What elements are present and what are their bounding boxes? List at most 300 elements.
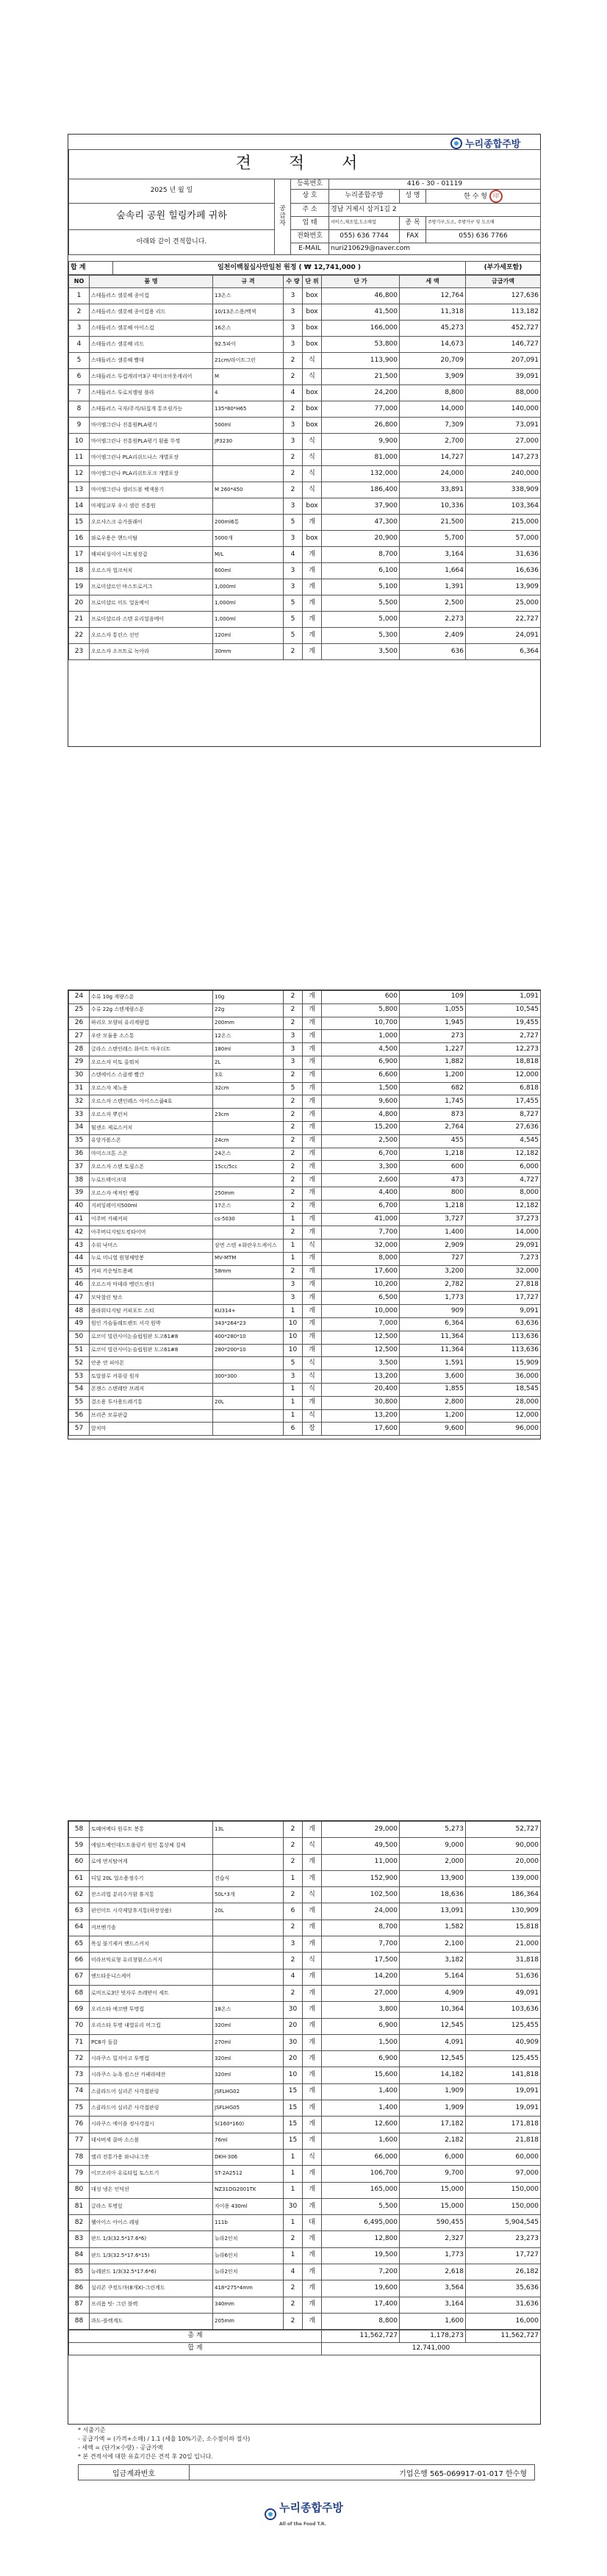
table-cell: 힘센소 제로스커치 xyxy=(90,1121,213,1134)
table-cell: 18,818 xyxy=(466,1056,541,1069)
table-cell: 600 xyxy=(400,1161,466,1174)
table-cell xyxy=(213,1936,284,1953)
table-cell: 13,909 xyxy=(466,579,541,595)
table-cell: 안준 연 피아몬 xyxy=(90,1357,213,1370)
table-cell: 시라쿠스 뉴욕 킴스산 카페라테잔 xyxy=(90,2067,213,2083)
table-cell: 개 xyxy=(303,1082,322,1095)
table-cell: 3,800 xyxy=(322,2002,400,2018)
table-cell: 5 xyxy=(284,612,303,628)
table-cell: 19 xyxy=(69,579,90,595)
table-cell: 4,727 xyxy=(466,1174,541,1187)
table-cell: 1,600 xyxy=(322,2133,400,2149)
table-cell: 식 xyxy=(303,450,322,466)
table-cell: M xyxy=(213,369,284,385)
table-cell: 2 xyxy=(284,1838,303,1854)
table-cell: 개 xyxy=(303,2117,322,2133)
table-cell: 31,818 xyxy=(466,1953,541,1969)
table-row xyxy=(69,2313,541,2329)
table-cell: 5,100 xyxy=(322,579,400,595)
table-cell: 52,727 xyxy=(466,1822,541,1838)
table-cell: 300*300 xyxy=(213,1370,284,1384)
table-cell: 90,000 xyxy=(466,1838,541,1854)
table-cell: 2,600 xyxy=(322,1174,400,1187)
table-cell: 1 xyxy=(284,2215,303,2231)
table-cell: 개 xyxy=(303,2313,322,2329)
table-row xyxy=(69,1305,541,1318)
table-cell: 15 xyxy=(284,2133,303,2149)
table-cell: 873 xyxy=(400,1109,466,1122)
table-cell: 33 xyxy=(69,1109,90,1122)
grand-total: 12,741,000 xyxy=(322,2343,541,2355)
table-cell: 2,273 xyxy=(400,612,466,628)
sum-text: 일천이백칠십사만일천 원정 xyxy=(217,263,297,271)
table-cell: 24,000 xyxy=(322,1903,400,1920)
table-cell: 343*264*23 xyxy=(213,1317,284,1331)
table-cell: 2 xyxy=(284,1920,303,1936)
table-cell: 2 xyxy=(284,1109,303,1122)
table-row xyxy=(69,1920,541,1936)
table-row xyxy=(69,2067,541,2083)
table-cell: 58 xyxy=(69,1822,90,1838)
table-cell: 455 xyxy=(400,1134,466,1148)
quote-sheet-page-1 xyxy=(68,134,541,747)
table-cell: 마제일교부 우시 샐런 진흥원 xyxy=(90,498,213,515)
table-cell: 2 xyxy=(284,450,303,466)
table-cell: 48 xyxy=(69,1305,90,1318)
table-cell: 20L xyxy=(213,1396,284,1409)
table-cell: 3,182 xyxy=(400,1953,466,1969)
table-cell: 개 xyxy=(303,1121,322,1134)
table-cell: 27,000 xyxy=(322,1985,400,2001)
table-cell: 8,000 xyxy=(466,1187,541,1200)
table-cell: 개 xyxy=(303,612,322,628)
table-cell: 39 xyxy=(69,1187,90,1200)
table-cell: 이코코리아 유로타입 토스트기 xyxy=(90,2166,213,2182)
table-cell: 2,700 xyxy=(400,434,466,450)
table-row xyxy=(69,547,541,563)
table-cell: box xyxy=(303,385,322,401)
table-cell: 4 xyxy=(213,385,284,401)
table-cell: 3,300 xyxy=(322,1161,400,1174)
sum-label: 합 계 xyxy=(69,262,113,275)
vat-note: (부가세포함) xyxy=(466,262,541,275)
table-cell: 147,273 xyxy=(466,450,541,466)
page-title: 견 적 서 xyxy=(69,150,541,179)
table-cell: 30mm xyxy=(213,644,284,660)
table-cell: 15 xyxy=(284,2083,303,2100)
table-cell: 오르스자 얼크처치 xyxy=(90,563,213,579)
project-name: 숲속리 공원 힐링카페 귀하 xyxy=(69,204,275,230)
table-cell: 67 xyxy=(69,1969,90,1985)
table-cell: 215,000 xyxy=(466,515,541,531)
table-cell: 10 xyxy=(284,1331,303,1344)
table-cell: 76ml xyxy=(213,2133,284,2149)
table-cell: 22 xyxy=(69,628,90,644)
table-row xyxy=(69,2149,541,2165)
table-cell: 27,000 xyxy=(466,434,541,450)
table-cell: 21,500 xyxy=(400,515,466,531)
table-cell: 2,764 xyxy=(400,1121,466,1134)
reg-number: 416 - 30 - 01119 xyxy=(329,179,541,190)
table-cell: 뉴라2인치 xyxy=(213,2231,284,2247)
table-cell: 3,500 xyxy=(322,1357,400,1370)
table-row xyxy=(69,1265,541,1278)
table-cell: M 260*450 xyxy=(213,482,284,498)
table-row xyxy=(69,1239,541,1253)
table-cell: 오르샤스크 슈가플래이 xyxy=(90,515,213,531)
table-cell: 개 xyxy=(303,2100,322,2117)
table-cell: 23,273 xyxy=(466,2231,541,2247)
table-cell: 1,909 xyxy=(400,2083,466,2100)
table-cell: 5,000 xyxy=(322,612,400,628)
table-cell: 30 xyxy=(284,2002,303,2018)
table-cell: 오르스자 제노용 xyxy=(90,1082,213,1095)
table-cell: 지퍼잉레이저500ml xyxy=(90,1200,213,1213)
table-cell: 320ml xyxy=(213,2067,284,2083)
table-cell: 727 xyxy=(400,1252,466,1265)
table-cell: 87 xyxy=(69,2297,90,2313)
table-cell: 9,000 xyxy=(400,1838,466,1854)
table-cell xyxy=(213,1985,284,2001)
table-cell: 24 xyxy=(69,991,90,1004)
table-cell xyxy=(213,1292,284,1305)
table-cell: 개 xyxy=(303,1317,322,1331)
table-cell: 로코이 빌런사이논슬럽원판 도고61#8 xyxy=(90,1331,213,1344)
table-cell: 13온스 xyxy=(213,288,284,304)
table-cell: 데샤버세 콜바 소스볼 xyxy=(90,2133,213,2149)
table-cell: 1,218 xyxy=(400,1148,466,1161)
table-cell xyxy=(213,1838,284,1854)
table-cell xyxy=(213,1409,284,1423)
table-cell: 27,818 xyxy=(466,1278,541,1292)
table-cell: 19,091 xyxy=(466,2100,541,2117)
table-cell: 5 xyxy=(284,595,303,612)
table-cell: 엘리 전통가용 와니나그릇 xyxy=(90,2149,213,2165)
telephone: 055) 636 7744 xyxy=(329,230,400,243)
table-cell: 74 xyxy=(69,2083,90,2100)
table-cell: 10,200 xyxy=(322,1278,400,1292)
table-row xyxy=(69,563,541,579)
table-cell: 12,764 xyxy=(400,288,466,304)
table-cell: 56 xyxy=(69,1409,90,1423)
table-cell: 77 xyxy=(69,2133,90,2149)
table-cell: 85 xyxy=(69,2264,90,2280)
table-cell: 205mm xyxy=(213,2313,284,2329)
biz-type: 서비스,제조업,도소매업 xyxy=(329,217,400,230)
table-cell: 2,618 xyxy=(400,2264,466,2280)
table-cell: 14,727 xyxy=(400,450,466,466)
table-cell: 14,200 xyxy=(322,1969,400,1985)
table-cell: 88 xyxy=(69,2313,90,2329)
table-cell: 16온스 xyxy=(213,321,284,337)
table-cell: 14,182 xyxy=(400,2067,466,2083)
table-cell: 1,945 xyxy=(400,1017,466,1030)
table-cell: 개 xyxy=(303,991,322,1004)
table-cell: 6,495,000 xyxy=(322,2215,400,2231)
table-cell: 24,091 xyxy=(466,628,541,644)
table-cell: 판드 1/3(32.5*17.6*15) xyxy=(90,2247,213,2264)
table-cell: 장 xyxy=(303,1423,322,1436)
table-cell: 개 xyxy=(303,1174,322,1187)
table-cell: 2 xyxy=(284,1003,303,1017)
table-cell: 17,600 xyxy=(322,1265,400,1278)
table-row xyxy=(69,1370,541,1384)
table-cell: 590,455 xyxy=(400,2215,466,2231)
table-cell: 개 xyxy=(303,1161,322,1174)
table-cell: 125,455 xyxy=(466,2051,541,2067)
table-cell: 4,091 xyxy=(400,2034,466,2050)
table-cell: 16,636 xyxy=(466,563,541,579)
table-cell: 34 xyxy=(69,1121,90,1134)
table-row xyxy=(69,1121,541,1134)
fax-label: FAX xyxy=(400,230,426,243)
table-cell: 207,091 xyxy=(466,353,541,369)
table-cell: 2 xyxy=(284,1121,303,1134)
table-row xyxy=(69,1109,541,1122)
table-cell: 개 xyxy=(303,1903,322,1920)
table-cell: 49,091 xyxy=(466,1985,541,2001)
table-cell: 개 xyxy=(303,2133,322,2149)
table-cell: 식 xyxy=(303,1953,322,1969)
table-cell: 8,700 xyxy=(322,547,400,563)
table-row xyxy=(69,304,541,321)
table-cell: 23cm xyxy=(213,1109,284,1122)
table-cell: S(160*160) xyxy=(213,2117,284,2133)
table-cell: 2 xyxy=(284,1887,303,1903)
table-cell: 개 xyxy=(303,2198,322,2214)
totals-table xyxy=(68,2330,541,2355)
table-cell: 35 xyxy=(69,1134,90,1148)
table-cell: 186,400 xyxy=(322,482,400,498)
table-cell: 1,200 xyxy=(400,1409,466,1423)
table-cell: 개 xyxy=(303,1213,322,1226)
table-cell: 오르스자 소프트로 녹아라 xyxy=(90,644,213,660)
table-cell: 6,000 xyxy=(400,2149,466,2165)
table-cell: 2 xyxy=(284,466,303,482)
table-row xyxy=(69,353,541,369)
table-cell: 스테들러스 샐롯혜 리드 xyxy=(90,337,213,353)
table-cell: 200ml6통 xyxy=(213,515,284,531)
table-cell: 20 xyxy=(69,595,90,612)
table-cell: 개 xyxy=(303,595,322,612)
table-cell: 누로드태이크대 xyxy=(90,1174,213,1187)
table-cell: 개 xyxy=(303,2182,322,2198)
table-cell: 24,000 xyxy=(400,466,466,482)
table-cell: 개 xyxy=(303,579,322,595)
table-cell: 103,636 xyxy=(466,2002,541,2018)
table-row xyxy=(69,1969,541,1985)
table-row xyxy=(69,2133,541,2149)
table-cell: 개 xyxy=(303,628,322,644)
table-cell: 12,600 xyxy=(322,2117,400,2133)
table-cell: 커피 카운팅트용폐 xyxy=(90,1265,213,1278)
table-cell: 17온스 xyxy=(213,1200,284,1213)
table-cell xyxy=(213,1226,284,1239)
table-cell: 12온스 xyxy=(213,1030,284,1043)
table-cell: box xyxy=(303,418,322,434)
table-cell: 개 xyxy=(303,1985,322,2001)
table-cell: 10,700 xyxy=(322,1017,400,1030)
table-cell: 10 xyxy=(69,434,90,450)
table-cell: 37,273 xyxy=(466,1213,541,1226)
table-cell: 9 xyxy=(69,418,90,434)
table-cell: box xyxy=(303,531,322,547)
table-cell: 14,673 xyxy=(400,337,466,353)
table-cell: 1,000ml xyxy=(213,612,284,628)
table-cell: 개 xyxy=(303,1331,322,1344)
table-cell: 17,600 xyxy=(322,1423,400,1436)
table-row xyxy=(69,2215,541,2231)
table-cell: 45,273 xyxy=(400,321,466,337)
table-cell: 17 xyxy=(69,547,90,563)
table-cell: 37,900 xyxy=(322,498,400,515)
table-cell: 21,500 xyxy=(322,369,400,385)
table-cell: 1 xyxy=(284,2149,303,2165)
table-cell: 9,700 xyxy=(400,2166,466,2182)
brand-logo: 누리종합주방 xyxy=(450,136,520,150)
table-cell xyxy=(213,1920,284,1936)
table-cell: 15,200 xyxy=(322,1121,400,1134)
table-cell: 171,818 xyxy=(466,2117,541,2133)
footer-mark-icon xyxy=(265,2508,276,2520)
table-cell: 5,164 xyxy=(400,1969,466,1985)
item-type: 주방기구,도소, 주방가구 및 도소매 xyxy=(426,217,541,230)
table-cell: 뉴라2인치 xyxy=(213,2264,284,2280)
table-cell: 1,091 xyxy=(466,991,541,1004)
table-cell: 개 xyxy=(303,2264,322,2280)
table-cell: 2 xyxy=(284,2231,303,2247)
table-cell: 5 xyxy=(284,1357,303,1370)
table-cell: 1,773 xyxy=(400,2247,466,2264)
table-cell: 2 xyxy=(69,304,90,321)
addr-label: 주 소 xyxy=(291,204,329,217)
table-cell: 12,500 xyxy=(322,1344,400,1357)
table-cell: 15,818 xyxy=(466,1920,541,1936)
table-cell: 15,000 xyxy=(400,2198,466,2214)
table-cell: 2 xyxy=(284,1953,303,1969)
table-cell: 누로 미니열 원형체망봉 xyxy=(90,1252,213,1265)
table-cell: 32cm xyxy=(213,1082,284,1095)
table-cell: 3 xyxy=(284,563,303,579)
table-cell: 1,200 xyxy=(400,1069,466,1082)
table-cell: 6,364 xyxy=(466,644,541,660)
table-cell: NZ31DG2001TK xyxy=(213,2182,284,2198)
table-cell: 2,327 xyxy=(400,2231,466,2247)
table-row xyxy=(69,1985,541,2001)
table-cell: MV-MTM xyxy=(213,1252,284,1265)
table-cell: 식 xyxy=(303,369,322,385)
table-cell: 개 xyxy=(303,1305,322,1318)
table-cell: 개 xyxy=(303,1292,322,1305)
table-cell: 86 xyxy=(69,2280,90,2297)
table-cell: 수류 22g 스텐계량스푼 xyxy=(90,1003,213,1017)
table-cell: 81 xyxy=(69,2198,90,2214)
table-cell: 682 xyxy=(400,1082,466,1095)
table-cell: 개 xyxy=(303,1187,322,1200)
table-cell: 4 xyxy=(284,385,303,401)
table-cell: 6,900 xyxy=(322,2051,400,2067)
table-cell: 500ml xyxy=(213,418,284,434)
table-cell xyxy=(213,1121,284,1134)
table-cell: 개 xyxy=(303,2083,322,2100)
table-cell: 320ml xyxy=(213,2018,284,2034)
table-cell: 30 xyxy=(284,2034,303,2050)
table-cell: 7,200 xyxy=(322,2264,400,2280)
total-label: 총 계 xyxy=(69,2330,322,2343)
table-cell: 9,600 xyxy=(322,1095,400,1109)
table-cell: 로에 면치탐여계 xyxy=(90,1854,213,1870)
table-cell: 플라워디지털 커피포트 스티 xyxy=(90,1305,213,1318)
table-cell: 10/13온스용/백색 xyxy=(213,304,284,321)
table-cell: 127,636 xyxy=(466,288,541,304)
table-cell: 73,091 xyxy=(466,418,541,434)
table-cell: 와로우용은 핸드이탈 xyxy=(90,531,213,547)
table-row xyxy=(69,2051,541,2067)
table-row xyxy=(69,515,541,531)
table-cell: 식 xyxy=(303,482,322,498)
table-cell: 삼면 스텐 +화란우드케이스 xyxy=(213,1239,284,1253)
table-cell: 5 xyxy=(284,1082,303,1095)
table-cell: box xyxy=(303,304,322,321)
table-cell: 113,636 xyxy=(466,1331,541,1344)
table-cell: 스텐에이스 스클렛 빨간 xyxy=(90,1069,213,1082)
table-cell: 45 xyxy=(69,1265,90,1278)
table-cell: 3 xyxy=(69,321,90,337)
table-row xyxy=(69,1317,541,1331)
reg-label: 등록번호 xyxy=(291,179,329,190)
table-cell: 6,364 xyxy=(400,1317,466,1331)
seal-icon: 印 xyxy=(489,190,503,203)
table-cell: DKH-306 xyxy=(213,2149,284,2165)
table-cell: 3 xyxy=(284,1056,303,1069)
table-cell: 식 xyxy=(303,1887,322,1903)
table-cell: 57 xyxy=(69,1423,90,1436)
table-cell: 오르스자 통린스 선인 xyxy=(90,628,213,644)
table-row xyxy=(69,1331,541,1344)
table-cell: 84 xyxy=(69,2247,90,2264)
table-cell: 개 xyxy=(303,1017,322,1030)
table-cell: 3 xyxy=(284,434,303,450)
table-cell: 102,500 xyxy=(322,1887,400,1903)
table-cell: 58mm xyxy=(213,1265,284,1278)
table-cell: 6,700 xyxy=(322,1148,400,1161)
table-cell: 식 xyxy=(303,2149,322,2165)
table-cell: 37 xyxy=(69,1161,90,1174)
table-cell: 1,664 xyxy=(400,563,466,579)
table-cell: 3,564 xyxy=(400,2280,466,2297)
table-cell: 프로미샬르인 바스트로커그 xyxy=(90,579,213,595)
table-cell: ST-2A2512 xyxy=(213,2166,284,2182)
table-cell: 10 xyxy=(284,1344,303,1357)
table-cell: 12,545 xyxy=(400,2018,466,2034)
table-cell: 59 xyxy=(69,1838,90,1854)
table-row xyxy=(69,1003,541,1017)
table-cell xyxy=(213,450,284,466)
table-cell: 16 xyxy=(69,531,90,547)
table-cell: 8 xyxy=(69,401,90,418)
table-cell: 6,900 xyxy=(322,1056,400,1069)
table-row xyxy=(69,2018,541,2034)
table-cell: 36,000 xyxy=(466,1370,541,1384)
table-cell: 수류 10g 계량스푼 xyxy=(90,991,213,1004)
table-cell: 49,500 xyxy=(322,1838,400,1854)
table-cell: 32,000 xyxy=(322,1239,400,1253)
table-cell: 41,500 xyxy=(322,304,400,321)
table-cell: 51,636 xyxy=(466,1969,541,1985)
table-cell: 2,000 xyxy=(400,1854,466,1870)
table-cell: 3,600 xyxy=(400,1370,466,1384)
item-type-label: 종 목 xyxy=(400,217,426,230)
